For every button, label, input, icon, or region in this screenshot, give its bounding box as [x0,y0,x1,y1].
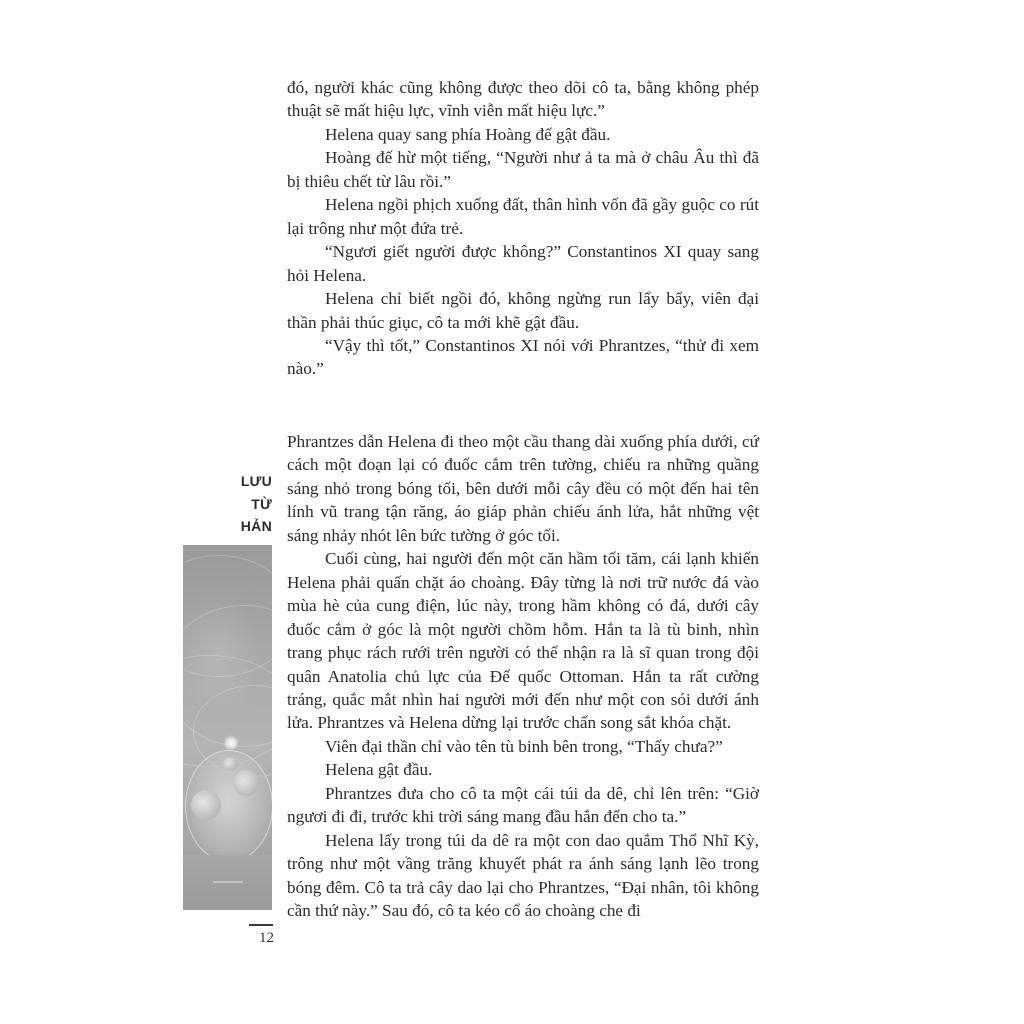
paragraph: đó, người khác cũng không được theo dõi cô ta, bằng không phép thuật sẽ mất hiệu lực, vĩnh viễn mất hiệu lực.” [287,78,759,121]
paragraph: Helena gật đầu. [325,760,433,780]
paragraph: Phrantzes đưa cho cô ta một cái túi da dê, chỉ lên trên: “Giờ ngươi đi đi, trước khi trời sáng mang đầu hắn đến cho ta.” [287,783,759,827]
author-name-sidebar [200,470,272,538]
paragraph: Helena quay sang phía Hoàng đế gật đầu. [325,124,611,144]
planet-icon [191,790,221,820]
paragraph: Helena ngồi phịch xuống đất, thân hình vốn đã gầy guộc co rút lại trông như một đứa trẻ. [287,195,759,238]
author-name-line: TỪ [251,495,272,512]
paragraph: “Ngươi giết người được không?” Constantinos XI quay sang hỏi Helena. [287,242,759,285]
light-flare [223,735,239,751]
paragraph: Helena chỉ biết ngồi đó, không ngừng run lẩy bẩy, viên đại thần phải thúc giục, cô ta mới khẽ gật đầu. [287,289,759,332]
planet-icon [233,770,259,796]
author-name-line: HẢN [240,518,272,534]
page-number-rule [249,924,273,926]
paragraph: “Vậy thì tốt,” Constantinos XI nói với Phrantzes, “thử đi xem nào.” [287,335,759,379]
text-section-bottom [287,430,759,923]
paragraph: Cuối cùng, hai người đến một căn hầm tối tăm, cái lạnh khiến Helena phải quấn chặt áo choàng. Đây từng là nơi trữ nước đá vào mùa hè của cung điện, lúc này, trong hầm không có đá, dưới cây đuốc cắm ở góc là một người chồm hỗm. Hắn ta là tù binh, nhìn trang phục rách rưới trên người có thể nhận ra là sĩ quan trong đội quân Anatolia chủ lực của Đế quốc Ottoman. Hắn ta rất cường tráng, quắc mắt nhìn hai người mới đến như một con sói dưới ánh lửa. Phrantzes và Helena dừng lại trước chấn song sắt khóa chặt. [287,549,759,733]
paragraph: Phrantzes dẫn Helena đi theo một cầu thang dài xuống phía dưới, cứ cách một đoạn lại có đuốc cắm trên tường, chiếu ra những quầng sáng nhỏ trong bóng tối, bên dưới mỗi cây đều có một đến hai tên lính vũ trang tận răng, áo giáp phản chiếu ánh lửa, hắt những vệt sáng nhảy nhót lên bức tường ở góc tối. [287,432,759,545]
sidebar-illustration [183,545,272,910]
paragraph: Helena lấy trong túi da dê ra một con dao quắm Thổ Nhĩ Kỳ, trông như một vầng trăng khuyết phát ra ánh sáng lạnh lẽo trong bóng đêm. Cô ta trả cây dao lại cho Phrantzes, “Đại nhân, tôi không cần thứ này.” Sau đó, cô ta kéo cổ áo choàng che đi [287,830,759,921]
pedestal-detail [213,867,243,883]
planet-icon [223,757,237,771]
paragraph: Hoàng đế hừ một tiếng, “Người như ả ta mà ở châu Âu thì đã bị thiêu chết từ lâu rồi.” [287,148,759,191]
page-number: 12 [259,930,274,946]
text-section-top [287,76,759,381]
author-name-line: LƯU [240,473,272,489]
paragraph: Viên đại thần chỉ vào tên tù binh bên trong, “Thấy chưa?” [325,736,723,756]
